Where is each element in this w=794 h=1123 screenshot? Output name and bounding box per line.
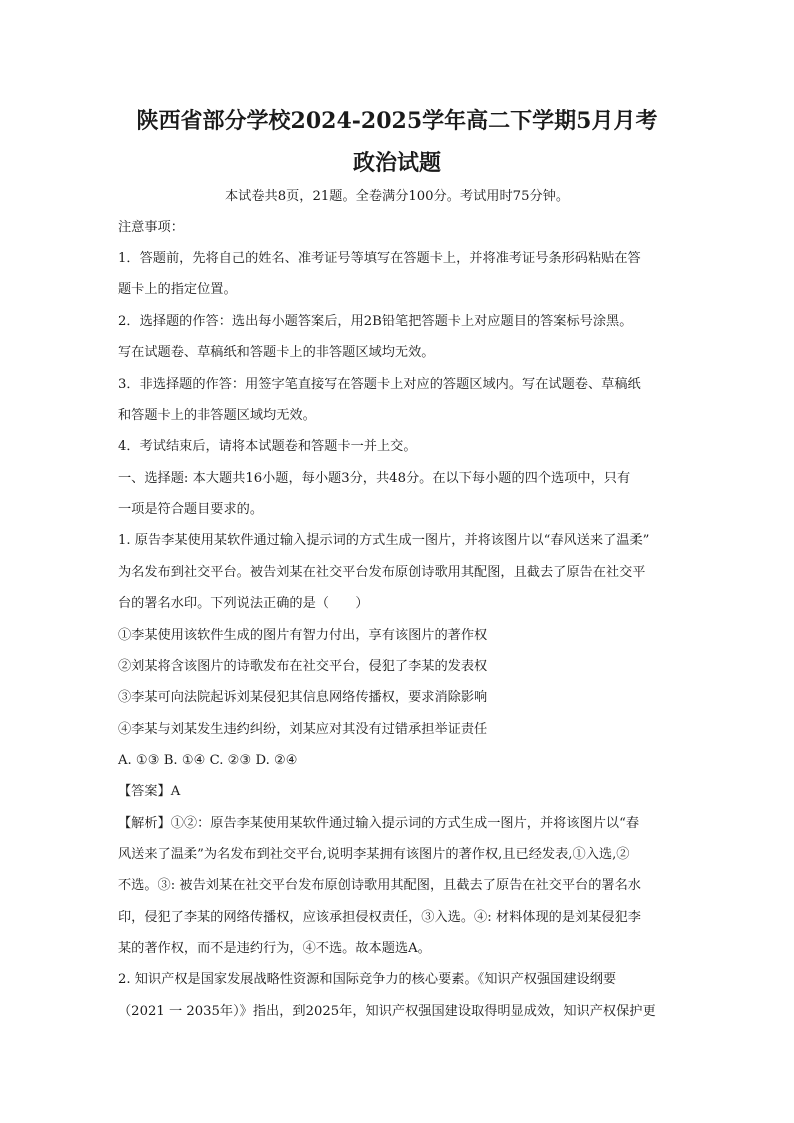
q1-explanation-line-5: 某的著作权，而不是违约行为，④不选。故本题选A。 <box>118 941 431 956</box>
q1-stem-line-2: 为名发布到社交平台。被告刘某在社交平台发布原创诗歌用其配图，且截去了原告在社交平 <box>118 565 646 580</box>
q1-option-4: ④李某与刘某发生违约纠纷，刘某应对其没有过错承担举证责任 <box>118 722 488 737</box>
q1-explanation-line-3: 不选。③: 被告刘某在社交平台发布原创诗歌用其配图，且截去了原告在社交平台的署名水 <box>118 878 641 893</box>
notice-item-2-line-1: 2．选择题的作答：选出每小题答案后，用2B铅笔把答题卡上对应题目的答案标号涂黑。 <box>118 314 633 329</box>
notice-item-4: 4．考试结束后，请将本试题卷和答题卡一并上交。 <box>118 439 417 454</box>
q1-stem-line-3: 台的署名水印。下列说法正确的是（ ） <box>118 596 369 611</box>
q1-explanation-line-2: 风送来了温柔”为名发布到社交平台,说明李某拥有该图片的著作权,且已经发表,①入选,② <box>118 847 630 862</box>
q1-answer: 【答案】A <box>118 784 181 799</box>
q2-stem-line-1: 2. 知识产权是国家发展战略性资源和国际竞争力的核心要素。《知识产权强国建设纲要 <box>118 972 617 987</box>
section-heading-line-1: 一、选择题: 本大题共16小题，每小题3分，共48分。在以下每小题的四个选项中，只有 <box>118 471 631 486</box>
q1-option-3: ③李某可向法院起诉刘某侵犯其信息网络传播权，要求消除影响 <box>118 690 488 705</box>
q1-explanation-line-4: 印，侵犯了李某的网络传播权，应该承担侵权责任，③入选。④: 材料体现的是刘某侵犯李 <box>118 910 641 925</box>
q1-stem-line-1: 1. 原告李某使用某软件通过输入提示词的方式生成一图片，并将该图片以“春风送来了温柔” <box>118 533 650 548</box>
notice-item-1-line-2: 题卡上的指定位置。 <box>118 282 237 297</box>
notice-item-1-line-1: 1．答题前，先将自己的姓名、准考证号等填写在答题卡上，并将准考证号条形码粘贴在答 <box>118 251 641 266</box>
exam-title: 陕西省部分学校2024-2025学年高二下学期5月月考 <box>136 108 658 134</box>
notice-item-3-line-2: 和答题卡上的非答题区域均无效。 <box>118 408 316 423</box>
q1-explanation-line-1: 【解析】①②：原告李某使用某软件通过输入提示词的方式生成一图片，并将该图片以“春 <box>118 816 640 831</box>
q1-choices: A. ①③ B. ①④ C. ②③ D. ②④ <box>118 753 298 768</box>
notice-heading: 注意事项： <box>118 220 184 235</box>
section-heading-line-2: 一项是符合题目要求的。 <box>118 502 264 517</box>
exam-info: 本试卷共8页，21题。全卷满分100分。考试用时75分钟。 <box>224 189 570 204</box>
exam-subject: 政治试题 <box>352 150 441 176</box>
q2-stem-line-2: （2021 一 2035年）》指出，到2025年，知识产权强国建设取得明显成效，知识产权保护更 <box>118 1004 656 1019</box>
q1-option-2: ②刘某将含该图片的诗歌发布在社交平台，侵犯了李某的发表权 <box>118 659 488 674</box>
notice-item-2-line-2: 写在试题卷、草稿纸和答题卡上的非答题区域均无效。 <box>118 345 435 360</box>
q1-option-1: ①李某使用该软件生成的图片有智力付出，享有该图片的著作权 <box>118 628 488 643</box>
notice-item-3-line-1: 3．非选择题的作答：用签字笔直接写在答题卡上对应的答题区域内。写在试题卷、草稿纸 <box>118 377 641 392</box>
